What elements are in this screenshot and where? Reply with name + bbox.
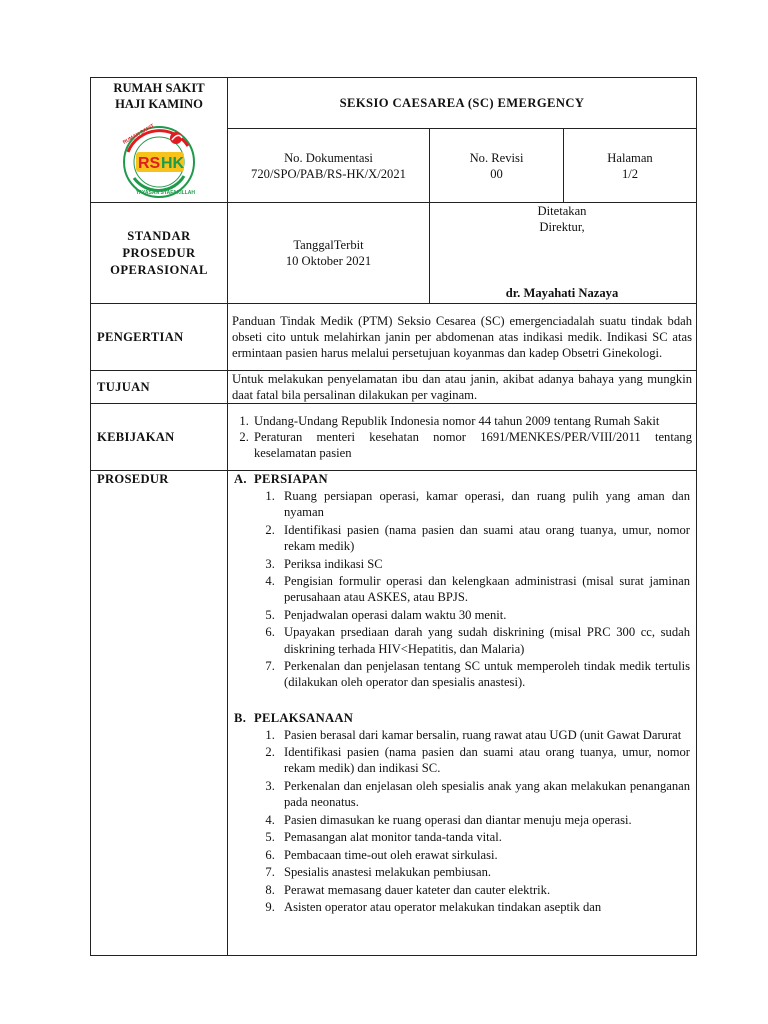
svg-text:HK: HK [161,155,185,172]
sop-label-line3: OPERASIONAL [110,262,208,277]
list-item: 2. Identifikasi pasien (nama pasien dan suami atau orang tuanya, umur, nomor rekam medik) dan indikasi SC. [278,744,690,777]
list-item: 8. Perawat memasang dauer kateter dan cauter elektrik. [278,882,690,898]
list-item: 1. Undang-Undang Republik Indonesia nomor 44 tahun 2009 tentang Rumah Sakit [252,413,692,429]
sop-label-cell [91,203,228,304]
pelaksanaan-list [228,727,696,916]
hospital-header-cell [91,78,228,203]
doc-number-cell [228,129,430,203]
issue-date-label: TanggalTerbit [293,238,364,252]
pelaksanaan-letter: B. [234,710,247,725]
list-item: 5. Penjadwalan operasi dalam waktu 30 menit. [278,607,690,623]
sop-label-line1: STANDAR [127,228,191,243]
list-item: 6. Upayakan prsediaan darah yang sudah diskrining (misal PRC 300 cc, sudah diskrining terhada HIV<Hepatitis, dan Malaria) [278,624,690,657]
revision-value: 00 [490,166,503,181]
pelaksanaan-heading [234,710,696,726]
page-cell [564,129,697,203]
sop-document [90,77,696,945]
issue-date-value: 10 Oktober 2021 [285,254,372,268]
list-item: 7. Perkenalan dan penjelasan tentang SC untuk memperoleh tindak medik tertulis (dilakukan oleh operator dan spesialis anastesi). [278,658,690,691]
prosedur-content [228,471,697,956]
kebijakan-list [228,413,696,461]
approval-label: Ditetakan [537,204,587,218]
hospital-name-line2: HAJI KAMINO [115,97,203,111]
pengertian-text: Panduan Tindak Medik (PTM) Seksio Cesarea (SC) emergenciadalah suatu tindak bdah obseti cito untuk melahirkan janin per abdomenan atas indikasi medik. Indikasi SC atas ermintaan pasien harus melalui persetujuan koyanmas dan kadep Obsetri Ginekologi. [228,304,697,371]
director-name: dr. Mayahati Nazaya [505,286,619,300]
tujuan-text: Untuk melakukan penyelamatan ibu dan atau janin, akibat adanya bahaya yang mungkin daat fatal bila persalinan dilakukan per vaginam. [228,371,697,404]
list-item: 6. Pembacaan time-out oleh erawat sirkulasi. [278,847,690,863]
document-title: SEKSIO CAESAREA (SC) EMERGENCY [228,78,697,129]
persiapan-letter: A. [234,472,247,486]
doc-number-label: No. Dokumentasi [284,150,373,165]
kebijakan-label: KEBIJAKAN [91,404,228,471]
prosedur-label: PROSEDUR [91,471,228,956]
list-item: 7. Spesialis anastesi melakukan pembiusan. [278,864,690,880]
list-item: 2. Identifikasi pasien (nama pasien dan suami atau orang tuanya, umur, nomor rekam medik) [278,522,690,555]
hospital-logo [114,122,204,202]
hospital-name-line1: RUMAH SAKIT [113,81,205,95]
sop-table [90,77,697,956]
kebijakan-content [228,404,697,471]
persiapan-heading [234,471,696,487]
list-item: 3. Perkenalan dan enjelasan oleh spesialis anak yang akan melakukan penanganan pada neonatus. [278,778,690,811]
svg-text:RUMAH SAKIT: RUMAH SAKIT [122,123,156,146]
sop-label-line2: PROSEDUR [122,245,196,260]
tujuan-label: TUJUAN [91,371,228,404]
svg-text:RS: RS [138,155,161,172]
approval-role: Direktur, [539,220,585,234]
approval-cell [430,203,697,304]
pengertian-label: PENGERTIAN [91,304,228,371]
revision-label: No. Revisi [469,150,524,165]
list-item: 4. Pengisian formulir operasi dan kelengkaan administrasi (misal surat jaminan perusahaan atau ASKES, atau BPJS. [278,573,690,606]
hospital-logo-emblem [114,122,204,202]
revision-cell [430,129,564,203]
issue-date-cell [228,203,430,304]
persiapan-list [228,488,696,691]
list-item: 5. Pemasangan alat monitor tanda-tanda vital. [278,829,690,845]
doc-number-value: 720/SPO/PAB/RS-HK/X/2021 [251,166,406,181]
page-value: 1/2 [621,166,639,181]
list-item: 2. Peraturan menteri kesehatan nomor 1691/MENKES/PER/VIII/2011 tentang keselamatan pasien [252,429,692,461]
list-item: 1. Pasien berasal dari kamar bersalin, ruang rawat atau UGD (unit Gawat Darurat [278,727,690,743]
page-label: Halaman [607,150,653,165]
list-item: 9. Asisten operator atau operator melakukan tindakan aseptik dan [278,899,690,915]
persiapan-title: PERSIAPAN [254,472,328,486]
list-item: 4. Pasien dimasukan ke ruang operasi dan diantar menuju meja operasi. [278,812,690,828]
pelaksanaan-title: PELAKSANAAN [254,710,354,725]
svg-text:YAYASAN SYAFAKILLAH: YAYASAN SYAFAKILLAH [136,190,196,196]
list-item: 3. Periksa indikasi SC [278,556,690,572]
list-item: 1. Ruang persiapan operasi, kamar operasi, dan ruang pulih yang aman dan nyaman [278,488,690,521]
